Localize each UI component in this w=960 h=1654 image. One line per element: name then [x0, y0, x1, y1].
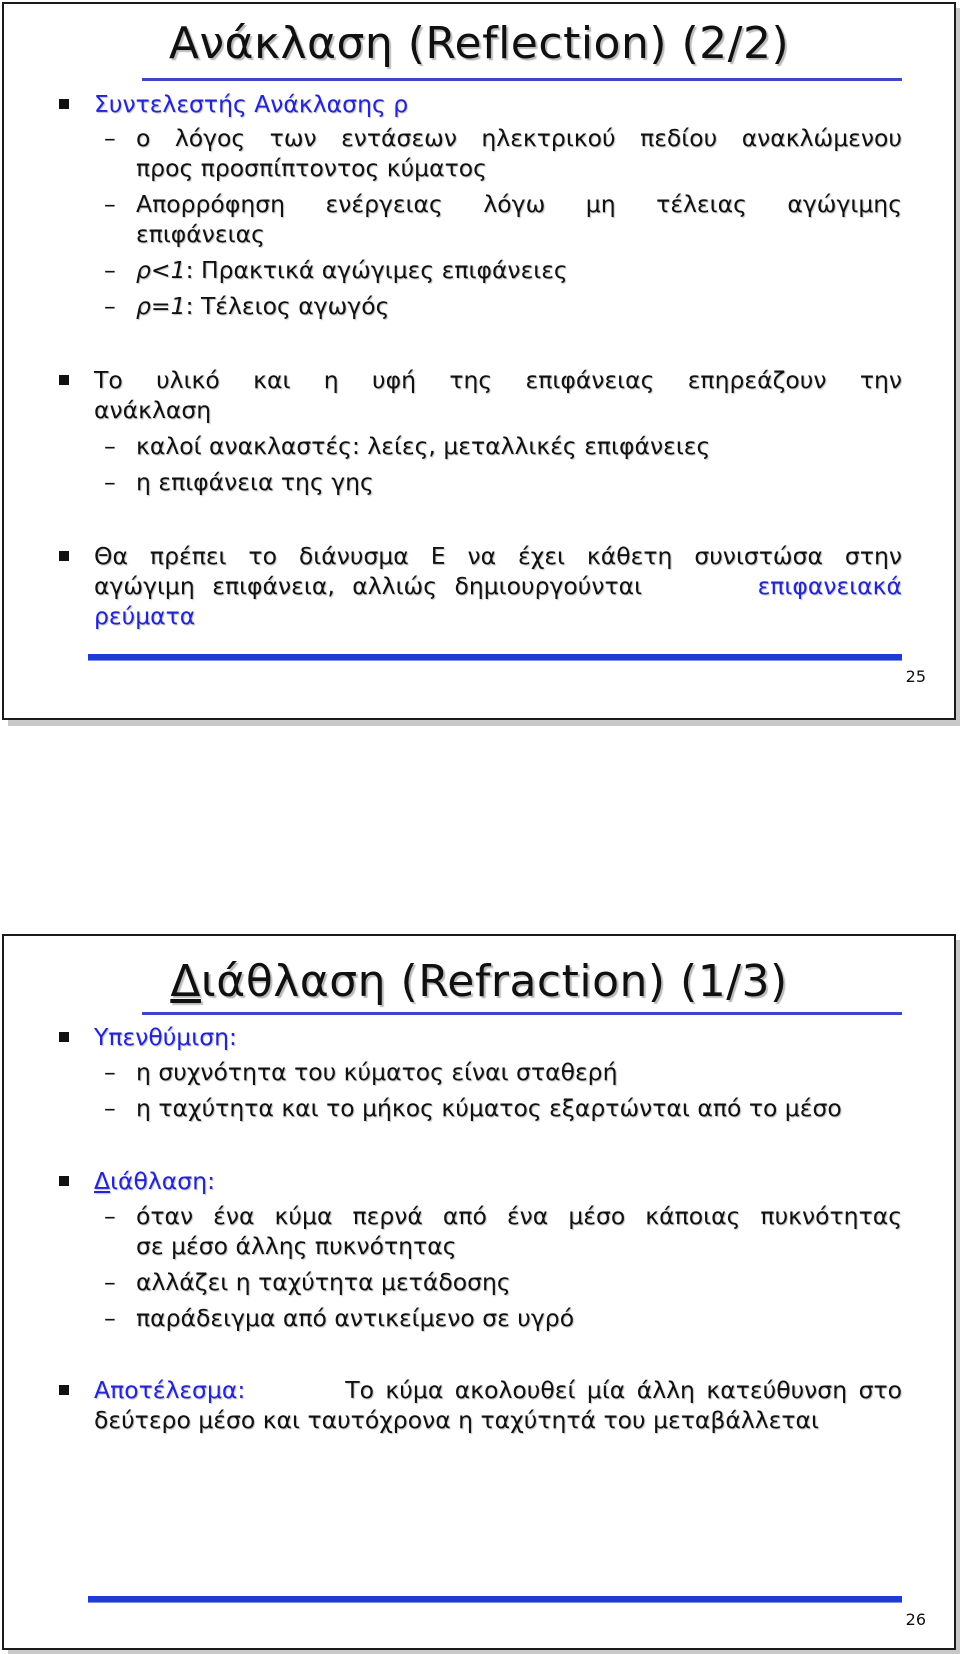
sub-item-text: η συχνότητα του κύματος είναι σταθερή [136, 1058, 618, 1086]
highlight-term: ρεύματα [94, 602, 196, 630]
sub-item-text: σε μέσο άλλης πυκνότητας [136, 1232, 457, 1260]
bullet-text-part: αγώγιμη επιφάνεια, αλλιώς δημιουργούνται [94, 572, 643, 600]
slide-title [4, 956, 954, 1007]
bullet-icon [59, 551, 69, 561]
bullet-reminder: Υπενθύμιση: [94, 1023, 237, 1051]
dash-icon: – [104, 124, 116, 152]
dash-icon: – [104, 256, 116, 284]
title-underline [142, 1012, 902, 1015]
dash-icon: – [104, 1304, 116, 1332]
dash-icon: – [104, 1058, 116, 1086]
bullet-icon [59, 99, 69, 109]
sub-item-text: αλλάζει η ταχύτητα μετάδοσης [136, 1268, 511, 1296]
slide-title: Ανάκλαση (Reflection) (2/2) [168, 18, 790, 69]
dash-icon: – [104, 1094, 116, 1122]
sub-item-text: όταν ένα κύμα περνά από ένα μέσο κάποιας πυκνότητας [136, 1202, 902, 1230]
dash-icon: – [104, 190, 116, 218]
sub-item-text: η επιφάνεια της γης [136, 468, 374, 496]
slide-number: 25 [905, 667, 926, 686]
dash-icon: – [104, 468, 116, 496]
bullet-text: ανάκλαση [94, 396, 212, 424]
footer-rule [88, 1596, 902, 1603]
sub-item-text: επιφάνειας [136, 220, 265, 248]
bullet-icon [59, 375, 69, 385]
highlight-term: επιφανειακά [757, 572, 902, 600]
sub-item-text: καλοί ανακλαστές: λείες, μεταλλικές επιφάνειες [136, 432, 711, 460]
bullet-text [94, 570, 902, 602]
slide-refraction [2, 934, 956, 1650]
footer-rule [88, 654, 902, 661]
bullet-text: Θα πρέπει το διάνυσμα Ε να έχει κάθετη συνιστώσα στην [94, 542, 902, 570]
sub-item-text [136, 290, 902, 322]
title-underline [142, 78, 902, 81]
title-first-letter: Δ [170, 956, 201, 1007]
dash-icon: – [104, 1268, 116, 1296]
bullet-result [94, 1374, 902, 1406]
bullet-text-part: Το κύμα ακολουθεί μία άλλη κατεύθυνση στο [345, 1376, 902, 1404]
bullet-text: δεύτερο μέσο και ταυτόχρονα η ταχύτητά του μεταβάλλεται [94, 1406, 819, 1434]
sub-item-text: προς προσπίπτοντος κύματος [136, 154, 487, 182]
bullet-icon [59, 1032, 69, 1042]
slide-number: 26 [905, 1610, 926, 1629]
sub-item-text: παράδειγμα από αντικείμενο σε υγρό [136, 1304, 575, 1332]
sub-item-text: η ταχύτητα και το μήκος κύματος εξαρτώνται από το μέσο [136, 1094, 842, 1122]
dash-icon: – [104, 1202, 116, 1230]
sub-item-label: : Πρακτικά αγώγιμες επιφάνειες [185, 256, 568, 284]
sub-item-text: ο λόγος των εντάσεων ηλεκτρικού πεδίου ανακλώμενου [136, 124, 902, 152]
bullet-icon [59, 1385, 69, 1395]
sub-item-text [136, 254, 902, 286]
bullet-icon [59, 1176, 69, 1186]
dash-icon: – [104, 292, 116, 320]
math-expression: ρ=1 [136, 292, 186, 320]
sub-item-label: : Τέλειος αγωγός [185, 292, 390, 320]
math-expression: ρ<1 [136, 256, 186, 284]
bullet-refraction [94, 1165, 902, 1197]
slide-reflection [2, 2, 956, 720]
bullet-rest: ιάθλαση: [110, 1167, 216, 1195]
dash-icon: – [104, 432, 116, 460]
bullet-first-letter: Δ [94, 1167, 111, 1195]
title-rest: ιάθλαση (Refraction) (1/3) [200, 956, 788, 1007]
bullet-reflection-coefficient: Συντελεστής Ανάκλασης ρ [94, 90, 409, 118]
sub-item-text: Απορρόφηση ενέργειας λόγω μη τέλειας αγώγιμης [136, 190, 902, 218]
result-label: Αποτέλεσμα: [94, 1376, 246, 1404]
bullet-text: Το υλικό και η υφή της επιφάνειας επηρεάζουν την [94, 366, 902, 394]
